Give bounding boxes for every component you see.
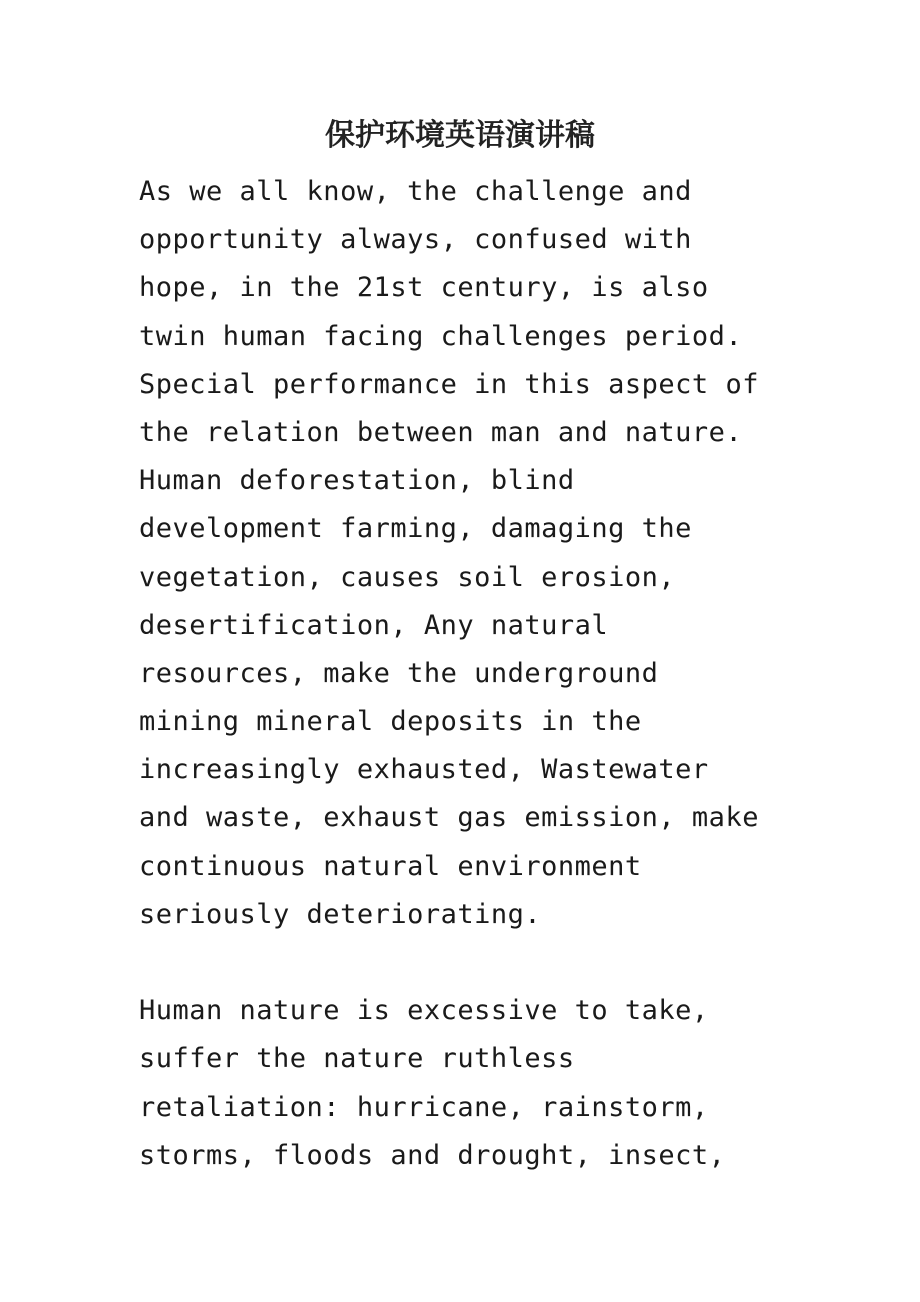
text-line: suffer the nature ruthless [139,1043,575,1075]
text-line: hope, in the 21st century, is also [139,272,709,304]
text-line: seriously deteriorating. [139,898,542,930]
text-line: Human deforestation, blind [139,465,575,497]
text-line: and waste, exhaust gas emission, make [139,802,759,834]
paragraph-2 [139,987,789,1180]
paragraph-1 [139,168,789,939]
document-body [139,168,789,1180]
text-line: storms, floods and drought, insect, [139,1139,726,1171]
text-line: Special performance in this aspect of [139,368,759,400]
text-line: opportunity always, confused with [139,224,692,256]
text-line: mining mineral deposits in the [139,706,642,738]
text-line: continuous natural environment [139,850,642,882]
text-line: increasingly exhausted, Wastewater [139,754,709,786]
document-title: 保护环境英语演讲稿 [325,118,595,153]
text-line: desertification, Any natural [139,609,609,641]
text-line: vegetation, causes soil erosion, [139,561,676,593]
text-line: resources, make the underground [139,657,659,689]
text-line: retaliation: hurricane, rainstorm, [139,1091,709,1123]
text-line: development farming, damaging the [139,513,692,545]
text-line: Human nature is excessive to take, [139,995,709,1027]
text-line: the relation between man and nature. [139,416,743,448]
text-line: As we all know, the challenge and [139,176,692,207]
text-line: twin human facing challenges period. [139,320,743,352]
